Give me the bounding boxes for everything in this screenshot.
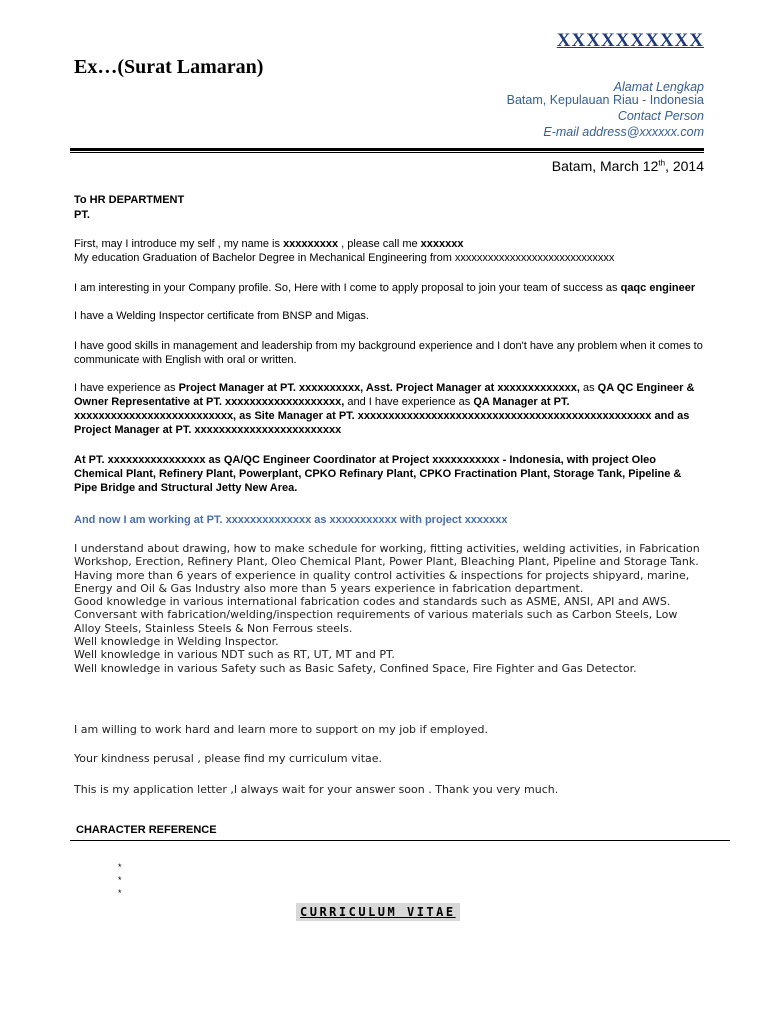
header-divider-thick (70, 148, 704, 151)
recipient-line-1: To HR DEPARTMENT (74, 194, 185, 206)
perusal-line: Your kindness perusal , please find my curriculum vitae. (74, 752, 383, 765)
address-line-1: Alamat Lengkap (613, 80, 704, 94)
current-job-line: And now I am working at PT. xxxxxxxxxxxxxx as xxxxxxxxxxx with project xxxxxxx (74, 514, 508, 526)
character-reference-divider (70, 840, 730, 841)
letter-date: Batam, March 12th, 2014 (551, 158, 704, 174)
willing-line: I am willing to work hard and learn more to support on my job if employed. (74, 723, 488, 736)
header-divider-thin (70, 152, 704, 153)
skills-paragraph: I have good skills in management and leadership from my background experience and I don't have any problem when it comes to communicate with English with oral or written. (74, 340, 703, 366)
intro-education-line: My education Graduation of Bachelor Degree in Mechanical Engineering from xxxxxxxxxxxxxxxxxxxxxxxxxxxxx (74, 252, 615, 264)
recipient-line-2: PT. (74, 209, 90, 221)
cv-heading: CURRICULUM VITAE (296, 903, 460, 921)
experience-paragraph: I have experience as Project Manager at PT. xxxxxxxxxx, Asst. Project Manager at xxxxxxxxxxxxx, as QA QC Engineer & Owner Representative at PT. xxxxxxxxxxxxxxxxxxx, and I have experience as QA Manager at PT. xxxxxxxxxxxxxxxxxxxxxxxxxx, as Site Manager at PT. xxxxxxxxxxxxxxxxxxxxxxxxxxxxxxxxxxxxxxxxxxxxxxxx and as Project Manager at PT. xxxxxxxxxxxxxxxxxxxxxxxx (74, 382, 695, 436)
details-paragraph: I understand about drawing, how to make schedule for working, fitting activities, welding activities, in Fabrication Workshop, Erection, Refinery Plant, Oleo Chemical Plant, Power Plant, Bleaching Plant, Pipeline and Storage Tank. Having more than 6 years of experience in quality control activities & inspections for projects shipyard, marine, Energy and Oil & Gas Industry also more than 5 years experience in fabrication department. Good knowledge in various international fabrication codes and standards such as ASME, ANSI, API and AWS. Conversant with fabrication/welding/inspection requirements of various materials such as Carbon Steels, Low Alloy Steels, Stainless Steels & Non Ferrous steels. Well knowledge in Welding Inspector. Well knowledge in various NDT such as RT, UT, MT and PT. Well knowledge in various Safety such as Basic Safety, Confined Space, Fire Fighter and Gas Detector. (74, 542, 700, 675)
address-line-3: Contact Person (617, 109, 704, 123)
applicant-name-placeholder: XXXXXXXXXX (556, 30, 704, 51)
interest-paragraph: I am interesting in your Company profile. So, Here with I come to apply proposal to join your team of success as qaqc engineer (74, 282, 696, 294)
email-line: E-mail address@xxxxxx.com (543, 125, 704, 139)
thanks-line: This is my application letter ,I always wait for your answer soon . Thank you very much. (74, 783, 559, 796)
certificate-line: I have a Welding Inspector certificate from BNSP and Migas. (74, 310, 369, 322)
character-reference-heading: CHARACTER REFERENCE (76, 824, 217, 836)
reference-bullet: * (118, 888, 122, 898)
coordinator-paragraph: At PT. xxxxxxxxxxxxxxxx as QA/QC Engineer Coordinator at Project xxxxxxxxxxx - Indonesia, with project Oleo Chemical Plant, Refinery Plant, Powerplant, CPKO Refinary Plant, CPKO Fractination Plant, Storage Tank, Pipeline & Pipe Bridge and Structural Jetty New Area. (74, 454, 682, 494)
document-title: Ex…(Surat Lamaran) (74, 56, 264, 78)
address-line-2: Batam, Kepulauan Riau - Indonesia (506, 93, 704, 107)
intro-name-line: First, may I introduce my self , my name is xxxxxxxxx , please call me xxxxxxx (74, 238, 464, 250)
reference-bullet: * (118, 862, 122, 872)
reference-bullet: * (118, 875, 122, 885)
